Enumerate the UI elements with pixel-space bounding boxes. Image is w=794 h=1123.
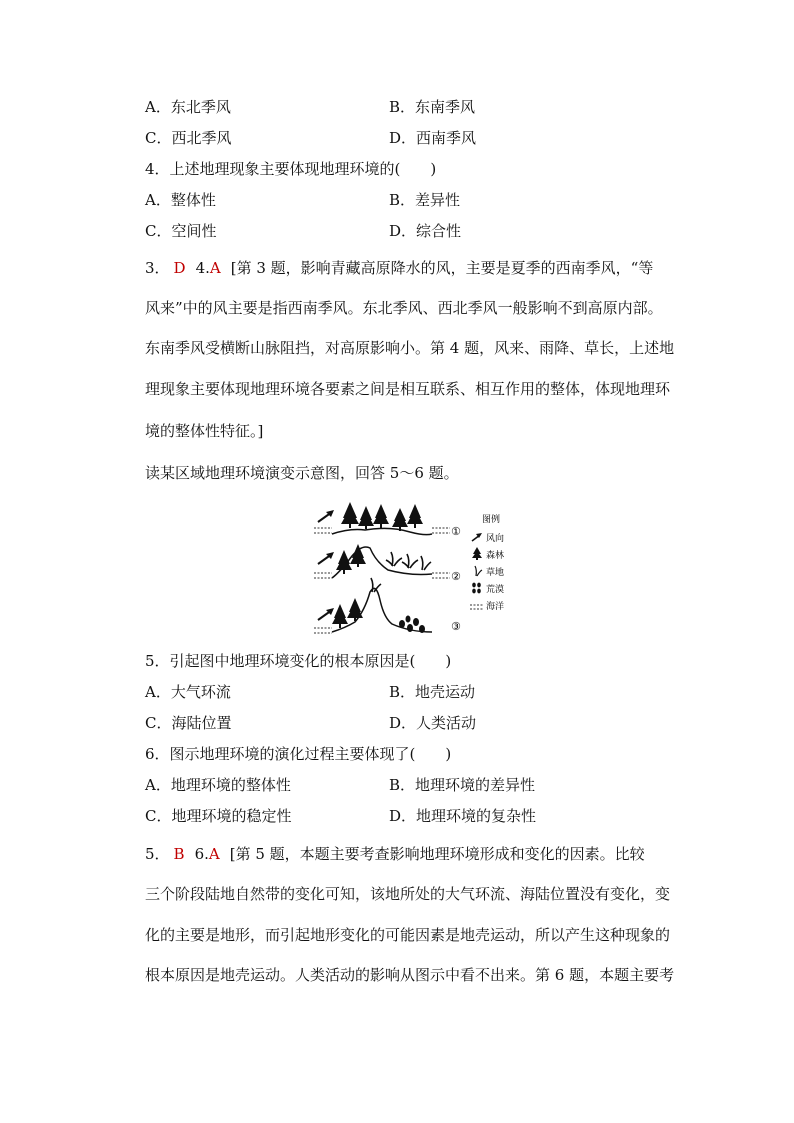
answer-4-letter: A	[209, 259, 221, 277]
legend-title: 图例	[482, 515, 501, 525]
stage-1-label: ①	[451, 525, 461, 538]
answer-5-6-line2: 三个阶段陆地自然带的变化可知，该地所处的大气环流、海陆位置没有变化，变	[145, 885, 671, 903]
answer-3-4-line3: 东南季风受横断山脉阻挡，对高原影响小。第 4 题，风来、雨降、草长，上述地	[145, 339, 675, 357]
wind-arrow-icon	[318, 608, 334, 620]
forest-icon	[472, 547, 482, 560]
legend-forest-label: 森林	[486, 551, 505, 561]
legend-grass-label: 草地	[486, 568, 505, 578]
grassland-icon	[475, 566, 482, 576]
legend	[470, 513, 504, 612]
q4-option-d[interactable]: D．综合性	[389, 222, 462, 240]
q5-option-c[interactable]: C．海陆位置	[145, 714, 232, 732]
q4-option-a[interactable]: A．整体性	[145, 191, 216, 209]
q5-option-b[interactable]: B．地壳运动	[389, 683, 476, 701]
q4-option-b[interactable]: B．差异性	[389, 191, 461, 209]
legend-wind-label: 风向	[486, 534, 505, 544]
q3-option-a[interactable]: A．东北季风	[145, 98, 231, 116]
wind-arrow-icon	[318, 552, 334, 564]
answer-5-number: 5．	[145, 845, 170, 863]
answer-5-6-line4: 根本原因是地壳运动。人类活动的影响从图示中看不出来。第 6 题，本题主要考	[145, 966, 675, 984]
stage-3-label: ③	[451, 620, 461, 633]
q4-option-c[interactable]: C．空间性	[145, 222, 217, 240]
q5-option-a[interactable]: A．大气环流	[145, 683, 231, 701]
q3-option-b[interactable]: B．东南季风	[389, 98, 476, 116]
q5-option-d[interactable]: D．人类活动	[389, 714, 477, 732]
desert-icon	[399, 616, 425, 634]
answer-4-number: 4.	[195, 259, 210, 277]
environment-evolution-diagram	[310, 500, 510, 648]
ocean-icon	[470, 605, 484, 609]
answer-5-letter: B	[173, 845, 185, 863]
grassland-icon	[371, 578, 381, 592]
answer-6-letter: A	[208, 845, 220, 863]
grassland-icon	[386, 552, 431, 570]
q6-stem: 6．图示地理环境的演化过程主要体现了( )	[145, 745, 452, 763]
answer-5-6-text: [第 5 题，本题主要考查影响地理环境形成和变化的因素。比较	[229, 845, 645, 863]
stage-1-profile	[314, 502, 461, 538]
answer-3-4-text: [第 3 题，影响青藏高原降水的风，主要是夏季的西南季风，“等	[230, 259, 654, 277]
q6-option-c[interactable]: C．地理环境的稳定性	[145, 807, 292, 825]
stage-2-label: ②	[451, 570, 461, 583]
answer-6-number: 6.	[194, 845, 209, 863]
legend-desert-label: 荒漠	[486, 585, 505, 595]
forest-icon	[332, 598, 363, 628]
q4-stem: 4．上述地理现象主要体现地理环境的( )	[145, 160, 437, 178]
stage-2-profile	[314, 544, 461, 583]
answer-3-letter: D	[173, 259, 186, 277]
answer-3-4-line5: 境的整体性特征。]	[145, 422, 264, 440]
answer-3-4-line2: 风来”中的风主要是指西南季风。东北季风、西北季风一般影响不到高原内部。	[145, 299, 663, 317]
intro-5-6: 读某区域地理环境演变示意图，回答 5～6 题。	[145, 464, 459, 482]
q6-option-d[interactable]: D．地理环境的复杂性	[389, 807, 537, 825]
q5-stem: 5．引起图中地理环境变化的根本原因是( )	[145, 652, 452, 670]
stage-3-profile	[314, 578, 461, 633]
answer-5-6-line3: 化的主要是地形，而引起地形变化的可能因素是地壳运动，所以产生这种现象的	[145, 926, 671, 944]
q6-option-b[interactable]: B．地理环境的差异性	[389, 776, 536, 794]
q3-option-d[interactable]: D．西南季风	[389, 129, 477, 147]
wind-arrow-icon	[318, 510, 334, 522]
legend-ocean-label: 海洋	[486, 602, 505, 612]
wind-arrow-icon	[472, 533, 482, 541]
q6-option-a[interactable]: A．地理环境的整体性	[145, 776, 291, 794]
answer-3-number: 3．	[145, 259, 170, 277]
q3-option-c[interactable]: C．西北季风	[145, 129, 232, 147]
forest-icon	[341, 502, 423, 531]
answer-3-4-line4: 理现象主要体现地理环境各要素之间是相互联系、相互作用的整体，体现地理环	[145, 380, 671, 398]
answer-5-6-line1	[145, 843, 645, 864]
desert-icon	[472, 583, 481, 594]
answer-3-4-line1	[145, 257, 653, 278]
